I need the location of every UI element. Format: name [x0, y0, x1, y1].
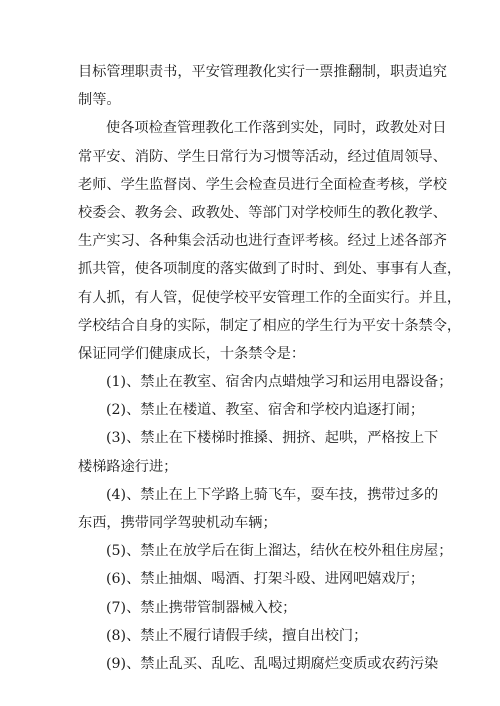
rule-item-4: (4)、禁止在上下学路上骑飞车，耍车技，携带过多的 [106, 486, 439, 503]
text-line: 抓共管，使各项制度的落实做到了时时、到处、事事有人查， [78, 261, 462, 278]
rule-item-3-continued: 楼梯路途行进； [78, 458, 178, 475]
document-page [78, 58, 462, 678]
paragraph-start: 使各项检查管理教化工作落到实处，同时，政教处对日 [106, 120, 447, 137]
text-line: 保证同学们健康成长，十条禁令是： [78, 345, 306, 362]
rule-item-4-continued: 东西，携带同学驾驶机动车辆； [78, 515, 277, 531]
rule-item-3: (3)、禁止在下楼梯时推搡、拥挤、起哄，严格按上下 [106, 430, 439, 447]
text-line: 学校结合自身的实际，制定了相应的学生行为平安十条禁令， [78, 317, 462, 334]
rule-item-2: (2)、禁止在楼道、教室、宿舍和学校内追逐打闹； [106, 402, 425, 419]
text-line: 目标管理职责书，平安管理教化实行一票推翻制，职责追究 [78, 64, 447, 80]
text-line: 校委会、教务会、政教处、等部门对学校师生的教化教学、 [78, 204, 447, 221]
text-line: 有人抓，有人管，促使学校平安管理工作的全面实行。并且， [78, 289, 462, 306]
text-line: 生产实习、各种集会活动也进行查评考核。经过上述各部齐 [78, 233, 447, 250]
rule-item-6: (6)、禁止抽烟、喝酒、打架斗殴、进网吧嬉戏厅； [106, 571, 425, 588]
rule-item-5: (5)、禁止在放学后在街上溜达，结伙在校外租住房屋； [106, 543, 453, 560]
rule-item-9: (9)、禁止乱买、乱吃、乱喝过期腐烂变质或农药污染 [106, 655, 439, 672]
text-line: 老师、学生监督岗、学生会检查员进行全面检查考核，学校 [78, 176, 447, 193]
rule-item-1: (1)、禁止在教室、宿舍内点蜡烛学习和运用电器设备； [106, 374, 453, 391]
text-line: 制等。 [78, 92, 121, 109]
rule-item-8: (8)、禁止不履行请假手续，擅自出校门； [106, 627, 368, 644]
rule-item-7: (7)、禁止携带管制器械入校； [106, 599, 297, 616]
text-line: 常平安、消防、学生日常行为习惯等活动，经过值周领导、 [78, 148, 447, 165]
